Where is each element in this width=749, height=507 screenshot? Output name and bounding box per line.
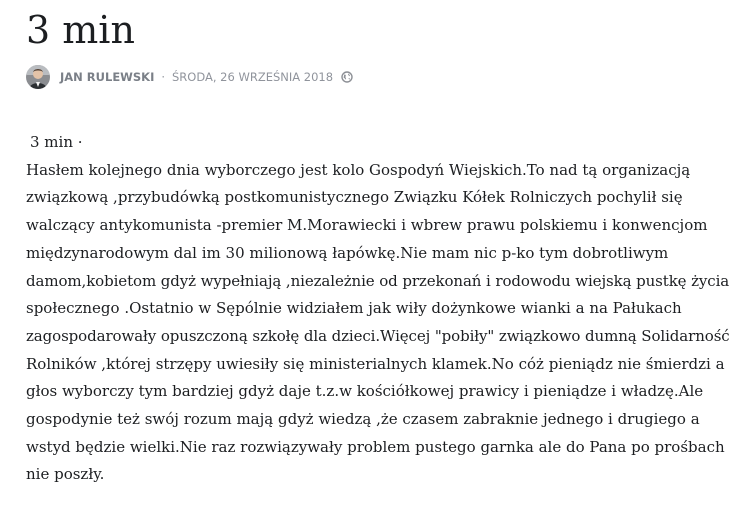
body-line: wstyd będzie wielki.Nie raz rozwiązywały problem pustego garnka ale do Pana po prośbach bbox=[26, 437, 725, 456]
byline bbox=[26, 64, 353, 90]
body-line: społecznego .Ostatnio w Sępólnie widziałem jak wiły dożynkowe wianki a na Pałukach bbox=[26, 299, 682, 318]
globe-icon[interactable] bbox=[341, 71, 353, 83]
body-line: Hasłem kolejnego dnia wyborczego jest kolo Gospodyń Wiejskich.To nad tą organizacją bbox=[26, 160, 691, 179]
body-line: walczący antykomunista -premier M.Morawiecki i wbrew prawu polskiemu i konwencjom bbox=[26, 216, 708, 235]
body-line: gospodynie też swój rozum mają gdyż wiedzą ,że czasem zabraknie jednego i drugiego a bbox=[26, 410, 700, 429]
author-avatar[interactable] bbox=[26, 65, 50, 89]
article-body bbox=[26, 129, 730, 489]
author-name-link[interactable]: JAN RULEWSKI bbox=[60, 70, 155, 84]
read-time-label: 3 min · bbox=[30, 133, 83, 151]
body-line: związkową ,przybudówką postkomunistycznego Związku Kółek Rolniczych pochylił się bbox=[26, 188, 683, 207]
body-line: Rolników ,której strzępy uwiesiły się ministerialnych klamek.No cóż pieniądz nie śmierdzi a bbox=[26, 354, 725, 373]
byline-separator: · bbox=[161, 70, 165, 84]
body-line: głos wyborczy tym bardziej gdyż daje t.z.w kościółkowej prawicy i pieniądze i władzę.Ale bbox=[26, 382, 704, 401]
body-line: damom,kobietom gdyż wypełniają ,niezależnie od przekonań i rodowodu wiejską pustkę życia bbox=[26, 271, 730, 290]
body-line: nie poszły. bbox=[26, 465, 105, 484]
body-line: zagospodarowały opuszczoną szkołę dla dzieci.Więcej "pobiły" związkowo dumną Solidarność bbox=[26, 326, 730, 345]
body-line: międzynarodowym dal im 30 milionową łapówkę.Nie mam nic p-ko tym dobrotliwym bbox=[26, 243, 669, 262]
post-date-link[interactable]: ŚRODA, 26 WRZEŚNIA 2018 bbox=[172, 70, 334, 84]
post-title: 3 min bbox=[26, 8, 135, 52]
